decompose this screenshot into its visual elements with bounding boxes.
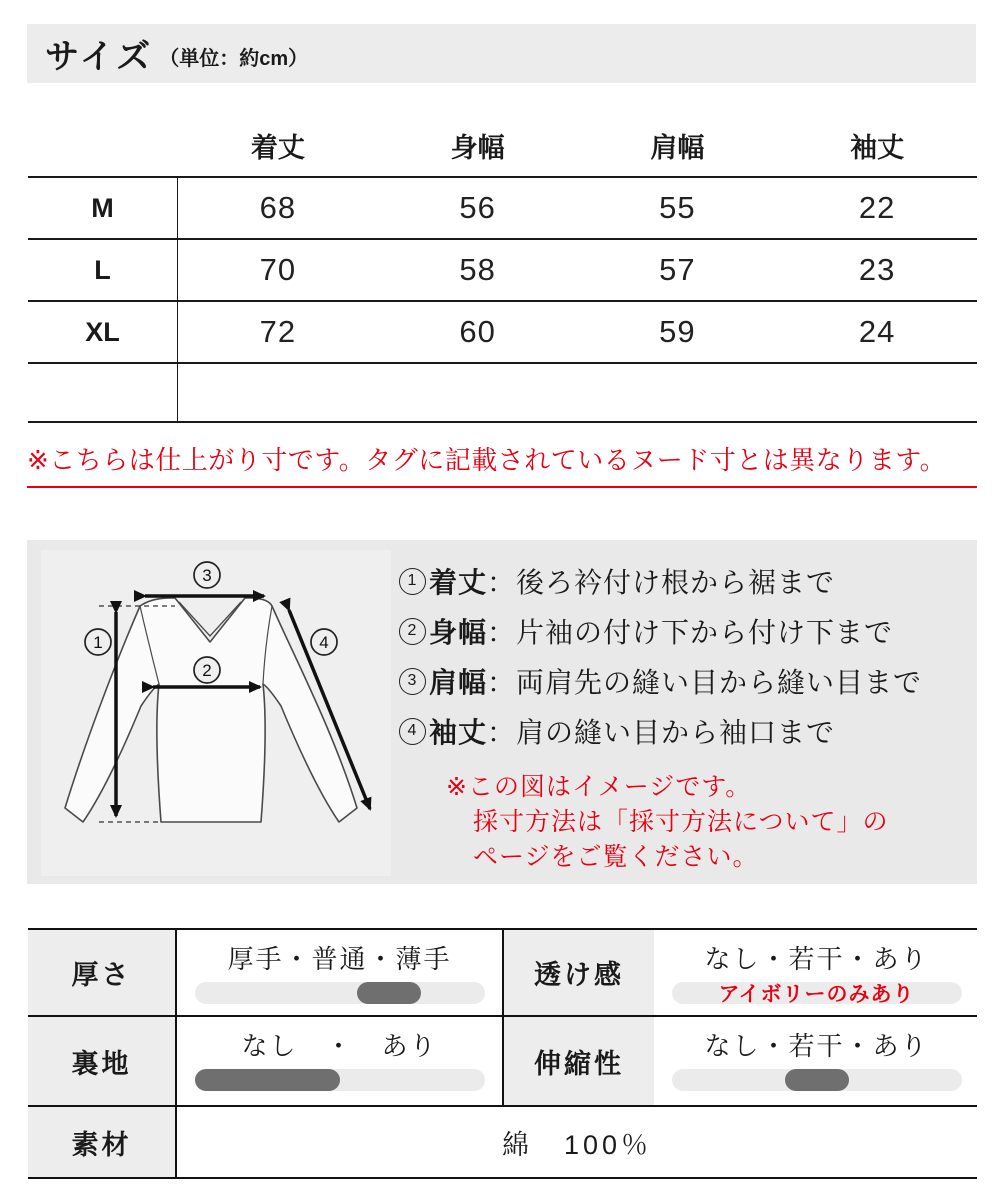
thickness-slider-pill: [357, 982, 421, 1004]
col-header-sleeve: 袖丈: [850, 133, 905, 163]
legend-label: 肩幅: [429, 667, 488, 698]
spec-thickness-header: 厚さ: [28, 930, 177, 1015]
cell-value: 55: [659, 190, 696, 225]
size-label: M: [28, 178, 178, 238]
size-row-m: [28, 178, 977, 240]
cell-value: 22: [858, 190, 896, 225]
cell-value: 58: [459, 252, 496, 287]
cell-value: 24: [858, 314, 896, 349]
spec-thickness-value: [177, 930, 502, 1015]
col-header-width: 身幅: [450, 133, 505, 163]
lining-slider-track: [195, 1069, 485, 1091]
size-label: L: [28, 240, 178, 300]
spec-row-3: [28, 1107, 977, 1179]
sheerness-note-track: [672, 982, 962, 1004]
spec-row-1: [28, 930, 977, 1017]
spec-stretch-value: [654, 1017, 979, 1105]
cell-value: 23: [858, 252, 896, 287]
svg-text:2: 2: [202, 661, 212, 680]
lining-slider-pill: [195, 1069, 340, 1091]
legend-label: 袖丈: [429, 717, 488, 748]
marker-1: [85, 629, 111, 655]
marker-4: [311, 629, 337, 655]
circled-number-3: 3: [399, 668, 426, 695]
thickness-scale: 厚手・普通・薄手: [227, 944, 452, 974]
size-title: サイズ: [45, 38, 154, 76]
disclaimer-line-1: ※この図はイメージです。: [446, 773, 752, 801]
cell-value: 68: [259, 190, 297, 225]
spec-material-value: 綿 100％: [501, 1129, 653, 1160]
legend-desc: ：肩の縫い目から袖口まで: [487, 717, 836, 748]
col-header-shoulder: 肩幅: [650, 133, 705, 163]
stretch-scale: なし・若干・あり: [704, 1031, 929, 1061]
cell-value: 56: [459, 190, 496, 225]
legend-desc: ：両肩先の縫い目から縫い目まで: [487, 667, 923, 698]
size-col-spacer: [28, 115, 178, 176]
cell-value: 57: [659, 252, 696, 287]
marker-2: [194, 657, 220, 683]
size-unit: （単位：約cm）: [159, 48, 309, 70]
spec-lining-header: 裏地: [28, 1017, 177, 1105]
size-row-xl: [28, 302, 977, 364]
size-label: XL: [28, 302, 178, 362]
circled-number-2: 2: [399, 618, 426, 645]
cell-value: 70: [259, 252, 297, 287]
marker-3: [194, 562, 220, 588]
sheerness-scale: なし・若干・あり: [704, 944, 929, 974]
size-section-header: [27, 24, 976, 83]
svg-text:3: 3: [202, 566, 212, 585]
cell-value: 59: [659, 314, 696, 349]
cell-value: 60: [459, 314, 496, 349]
legend-length: [399, 556, 922, 606]
disclaimer-line-3: ページをご覧ください。: [473, 843, 759, 871]
thickness-slider-track: [195, 982, 485, 1004]
shirt-diagram: [41, 550, 391, 876]
legend-label: 着丈: [429, 567, 488, 598]
stretch-slider-pill: [785, 1069, 849, 1091]
size-table: [28, 115, 977, 423]
cell-value: 72: [259, 314, 297, 349]
shirt-illustration: [41, 550, 391, 876]
legend-label: 身幅: [429, 617, 488, 648]
size-row-empty: [28, 364, 977, 423]
size-table-header-row: [28, 115, 977, 178]
spec-table: [28, 928, 977, 1179]
size-row-l: [28, 240, 977, 302]
legend-width: [399, 606, 922, 656]
sheerness-note: アイボリーのみあり: [718, 983, 915, 1006]
spec-material-header: 素材: [28, 1107, 177, 1177]
measurement-diagram-panel: [27, 540, 977, 884]
spec-row-2: [28, 1017, 977, 1107]
stretch-slider-track: [672, 1069, 962, 1091]
shirt-outline: [65, 598, 357, 822]
lining-scale: なし ・ あり: [241, 1031, 438, 1061]
disclaimer-line-2: 採寸方法は「採寸方法について」の: [473, 808, 889, 836]
diagram-disclaimer: [399, 770, 922, 875]
legend-desc: ：後ろ衿付け根から裾まで: [487, 567, 836, 598]
spec-lining-value: [177, 1017, 502, 1105]
circled-number-4: 4: [399, 718, 426, 745]
circled-number-1: 1: [399, 568, 426, 595]
legend-shoulder: [399, 656, 922, 706]
spec-sheerness-header: 透け感: [502, 930, 654, 1015]
spec-sheerness-value: [654, 930, 979, 1015]
legend-desc: ：片袖の付け下から付け下まで: [487, 617, 894, 648]
svg-text:1: 1: [93, 633, 103, 652]
finished-size-note: ※こちらは仕上がり寸です。タグに記載されているヌード寸とは異なります。: [27, 440, 977, 488]
spec-stretch-header: 伸縮性: [502, 1017, 654, 1105]
legend-sleeve: [399, 706, 922, 756]
svg-text:4: 4: [319, 633, 329, 652]
col-header-length: 着丈: [250, 133, 305, 163]
measurement-legend: [399, 556, 922, 875]
